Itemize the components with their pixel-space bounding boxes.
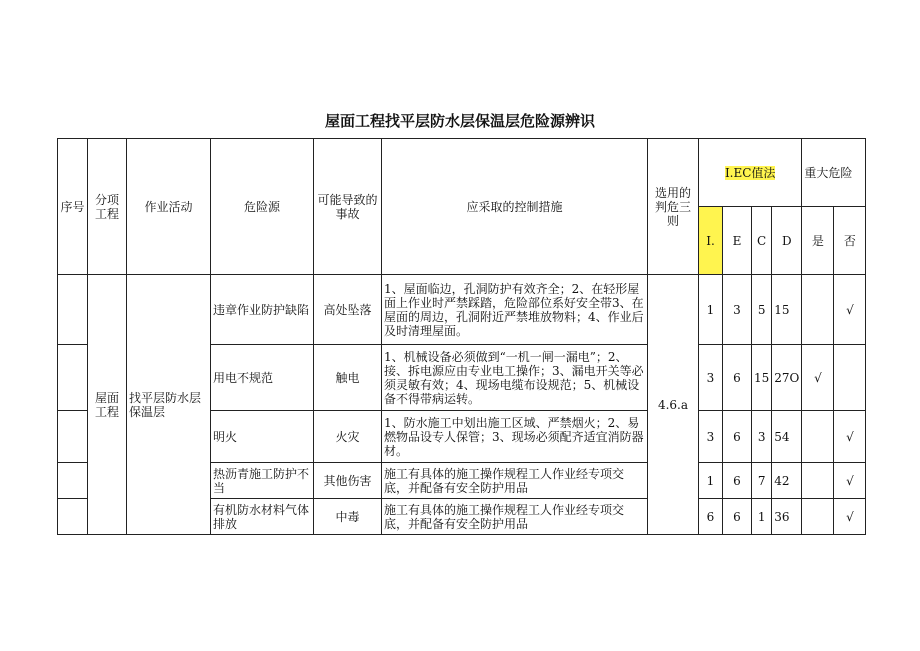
- l-cell: 3: [699, 345, 723, 411]
- accident-cell: 中毒: [314, 499, 382, 535]
- table-row: [58, 275, 866, 345]
- hazard-cell: 用电不规范: [211, 345, 314, 411]
- header-c: C: [752, 207, 772, 275]
- accident-cell: 其他伤害: [314, 463, 382, 499]
- no-cell: √: [834, 275, 866, 345]
- header-lec: [699, 139, 802, 207]
- c-cell: 1: [752, 499, 772, 535]
- l-cell: 1: [699, 275, 723, 345]
- header-e: E: [723, 207, 752, 275]
- d-cell: 54: [772, 411, 802, 463]
- header-major: 重大危险: [802, 139, 866, 207]
- header-no: 否: [834, 207, 866, 275]
- header-hazard: 危险源: [211, 139, 314, 275]
- c-cell: 5: [752, 275, 772, 345]
- hazard-table: [57, 138, 866, 535]
- l-cell: 3: [699, 411, 723, 463]
- criteria-cell: 4.6.a: [648, 275, 699, 535]
- e-cell: 6: [723, 499, 752, 535]
- measures-cell: 1、机械设备必须做到“一机一闸一漏电”；2、接、拆电源应由专业电工操作；3、漏电开关等必须灵敏有效；4、现场电缆布设规范；5、机械设备不得带病运转。: [382, 345, 648, 411]
- yes-cell: [802, 275, 834, 345]
- c-cell: 15: [752, 345, 772, 411]
- c-cell: 3: [752, 411, 772, 463]
- measures-cell: 施工有具体的施工操作规程工人作业经专项交底，并配备有安全防护用品: [382, 499, 648, 535]
- l-cell: 1: [699, 463, 723, 499]
- yes-cell: √: [802, 345, 834, 411]
- d-cell: 42: [772, 463, 802, 499]
- page-title: 屋面工程找平层防水层保温层危险源辨识: [324, 112, 595, 130]
- activity-cell: 找平层防水层保温层: [127, 275, 211, 535]
- d-cell: 15: [772, 275, 802, 345]
- no-cell: [834, 345, 866, 411]
- d-cell: 36: [772, 499, 802, 535]
- hazard-cell: 热沥青施工防护不当: [211, 463, 314, 499]
- lec-label: I.EC值法: [724, 165, 776, 180]
- hazard-cell: 有机防水材料气体排放: [211, 499, 314, 535]
- l-cell: 6: [699, 499, 723, 535]
- seq-cell: [58, 411, 88, 463]
- seq-cell: [58, 463, 88, 499]
- header-l: I.: [699, 207, 723, 275]
- accident-cell: 高处坠落: [314, 275, 382, 345]
- branch-cell: 屋面工程: [88, 275, 127, 535]
- seq-cell: [58, 345, 88, 411]
- yes-cell: [802, 499, 834, 535]
- header-accident: 可能导致的事故: [314, 139, 382, 275]
- e-cell: 6: [723, 463, 752, 499]
- measures-cell: 施工有具体的施工操作规程工人作业经专项交底，并配备有安全防护用品: [382, 463, 648, 499]
- header-measures: 应采取的控制措施: [382, 139, 648, 275]
- hazard-cell: 明火: [211, 411, 314, 463]
- measures-cell: 1、防水施工中划出施工区域、严禁烟火；2、易燃物品设专人保管；3、现场必须配齐适宜消防器材。: [382, 411, 648, 463]
- accident-cell: 火灾: [314, 411, 382, 463]
- e-cell: 6: [723, 345, 752, 411]
- d-cell: 27O: [772, 345, 802, 411]
- measures-cell: 1、屋面临边，孔洞防护有效齐全；2、在轻形屋面上作业时严禁踩踏，危险部位系好安全带3、在屋面的周边，孔洞附近严禁堆放物料；4、作业后及时清理屋面。: [382, 275, 648, 345]
- yes-cell: [802, 463, 834, 499]
- yes-cell: [802, 411, 834, 463]
- no-cell: √: [834, 463, 866, 499]
- header-d: D: [772, 207, 802, 275]
- seq-cell: [58, 499, 88, 535]
- no-cell: √: [834, 411, 866, 463]
- no-cell: √: [834, 499, 866, 535]
- header-yes: 是: [802, 207, 834, 275]
- seq-cell: [58, 275, 88, 345]
- hazard-cell: 违章作业防护缺陷: [211, 275, 314, 345]
- e-cell: 6: [723, 411, 752, 463]
- header-seq: 序号: [58, 139, 88, 275]
- accident-cell: 触电: [314, 345, 382, 411]
- header-activity: 作业活动: [127, 139, 211, 275]
- header-criteria: 选用的判危三则: [648, 139, 699, 275]
- header-branch: 分项工程: [88, 139, 127, 275]
- c-cell: 7: [752, 463, 772, 499]
- e-cell: 3: [723, 275, 752, 345]
